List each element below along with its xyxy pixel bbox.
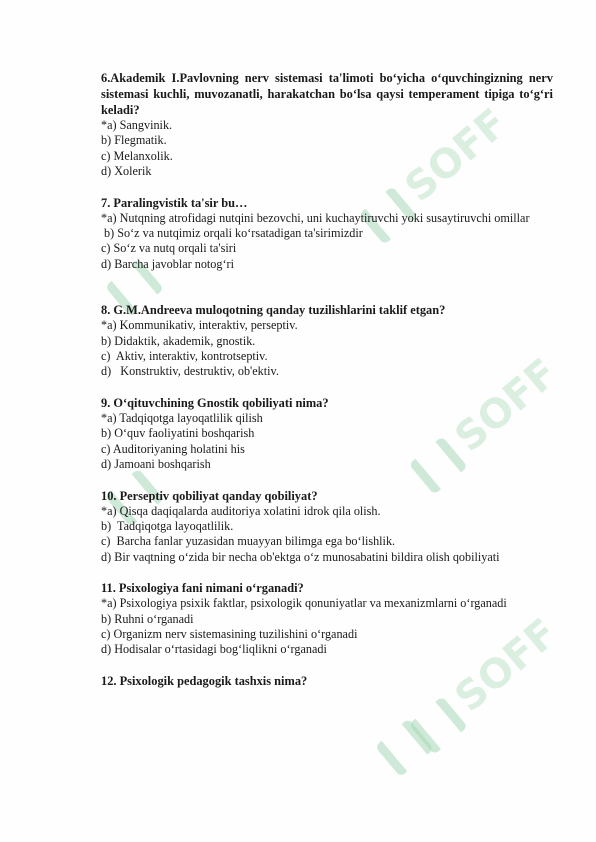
question-12 [101, 673, 553, 689]
answer-option: *a) Qisqa daqiqalarda auditoriya xolatini idrok qila olish. [101, 503, 381, 518]
question-title: 12. Psixologik pedagogik tashxis nima? [101, 673, 308, 688]
watermark-text: SOFF [446, 350, 567, 462]
answer-option: c) Melanxolik. [101, 148, 173, 163]
answer-option: b) Didaktik, akademik, gnostik. [101, 333, 256, 348]
question-title: 8. G.M.Andreeva muloqotning qanday tuzilishlarini taklif etgan? [101, 303, 446, 318]
answer-option: *a) Nutqning atrofidagi nutqini bezovchi, uni kuchaytiruvchi yoki susaytiruvchi omillar [101, 210, 530, 225]
answer-option: d) Bir vaqtning o‘zida bir necha ob'ektga o‘z munosabatini bildira olish qobiliyati [101, 549, 500, 564]
question-6 [101, 70, 553, 180]
question-11 [101, 580, 553, 658]
answer-option: b) Ruhni o‘rganadi [101, 611, 194, 626]
answer-option: d) Konstruktiv, destruktiv, ob'ektiv. [101, 364, 279, 379]
question-title: 7. Paralingvistik ta'sir bu… [101, 195, 248, 210]
answer-option: c) Organizm nerv sistemasining tuzilishini o‘rganadi [101, 626, 358, 641]
document-page [101, 70, 553, 689]
answer-option: b) So‘z va nutqimiz orqali ko‘rsatadigan ta'sirimizdir [101, 226, 363, 241]
answer-option: *a) Sangvinik. [101, 118, 173, 132]
answer-option: c) Auditoriyaning holatini his [101, 441, 245, 456]
answer-option: c) Aktiv, interaktiv, kontrotseptiv. [101, 349, 268, 364]
question-7 [101, 195, 553, 273]
question-title: 10. Perseptiv qobiliyat qanday qobiliyat? [101, 488, 318, 503]
answer-option: c) Barcha fanlar yuzasidan muayyan bilimga ega bo‘lishlik. [101, 534, 396, 549]
answer-option: b) Flegmatik. [101, 133, 167, 148]
answer-option: c) So‘z va nutq orqali ta'siri [101, 241, 237, 256]
answer-option: *a) Psixologiya psixik faktlar, psixologik qonuniyatlar va mexanizmlarni o‘rganadi [101, 596, 507, 611]
answer-option: d) Barcha javoblar notog‘ri [101, 256, 234, 271]
answer-option: d) Hodisalar o‘rtasidagi bog‘liqlikni o‘rganadi [101, 642, 327, 657]
watermark-logo-icon [408, 696, 467, 755]
answer-option: b) Tadqiqotga layoqatlilik. [101, 518, 234, 533]
question-title: 6.Akademik I.Pavlovning nerv sistemasi ta'limoti bo‘yicha o‘quvchingizning nerv sistemasi kuchli, muvozanatli, harakatchan bo‘lsa qaysi temperament tipiga to‘g‘ri keladi? [101, 71, 553, 117]
answer-option: d) Xolerik [101, 164, 152, 179]
question-title: 11. Psixologiya fani nimani o‘rganadi? [101, 581, 304, 596]
watermark-logo-icon [375, 718, 434, 777]
watermark [372, 708, 443, 778]
question-10 [101, 488, 553, 566]
question-9 [101, 395, 553, 473]
question-title: 9. O‘qituvchining Gnostik qobiliyati nima? [101, 395, 329, 410]
watermark-text: SOFF [396, 100, 517, 212]
answer-option: *a) Tadqiqotga layoqatlilik qilish [101, 410, 263, 425]
answer-option: b) O‘quv faoliyatini boshqarish [101, 426, 255, 441]
question-8 [101, 302, 553, 380]
watermark-text: SOFF [446, 610, 567, 722]
answer-option: d) Jamoani boshqarish [101, 457, 211, 472]
answer-option: *a) Kommunikativ, interaktiv, perseptiv. [101, 318, 298, 333]
